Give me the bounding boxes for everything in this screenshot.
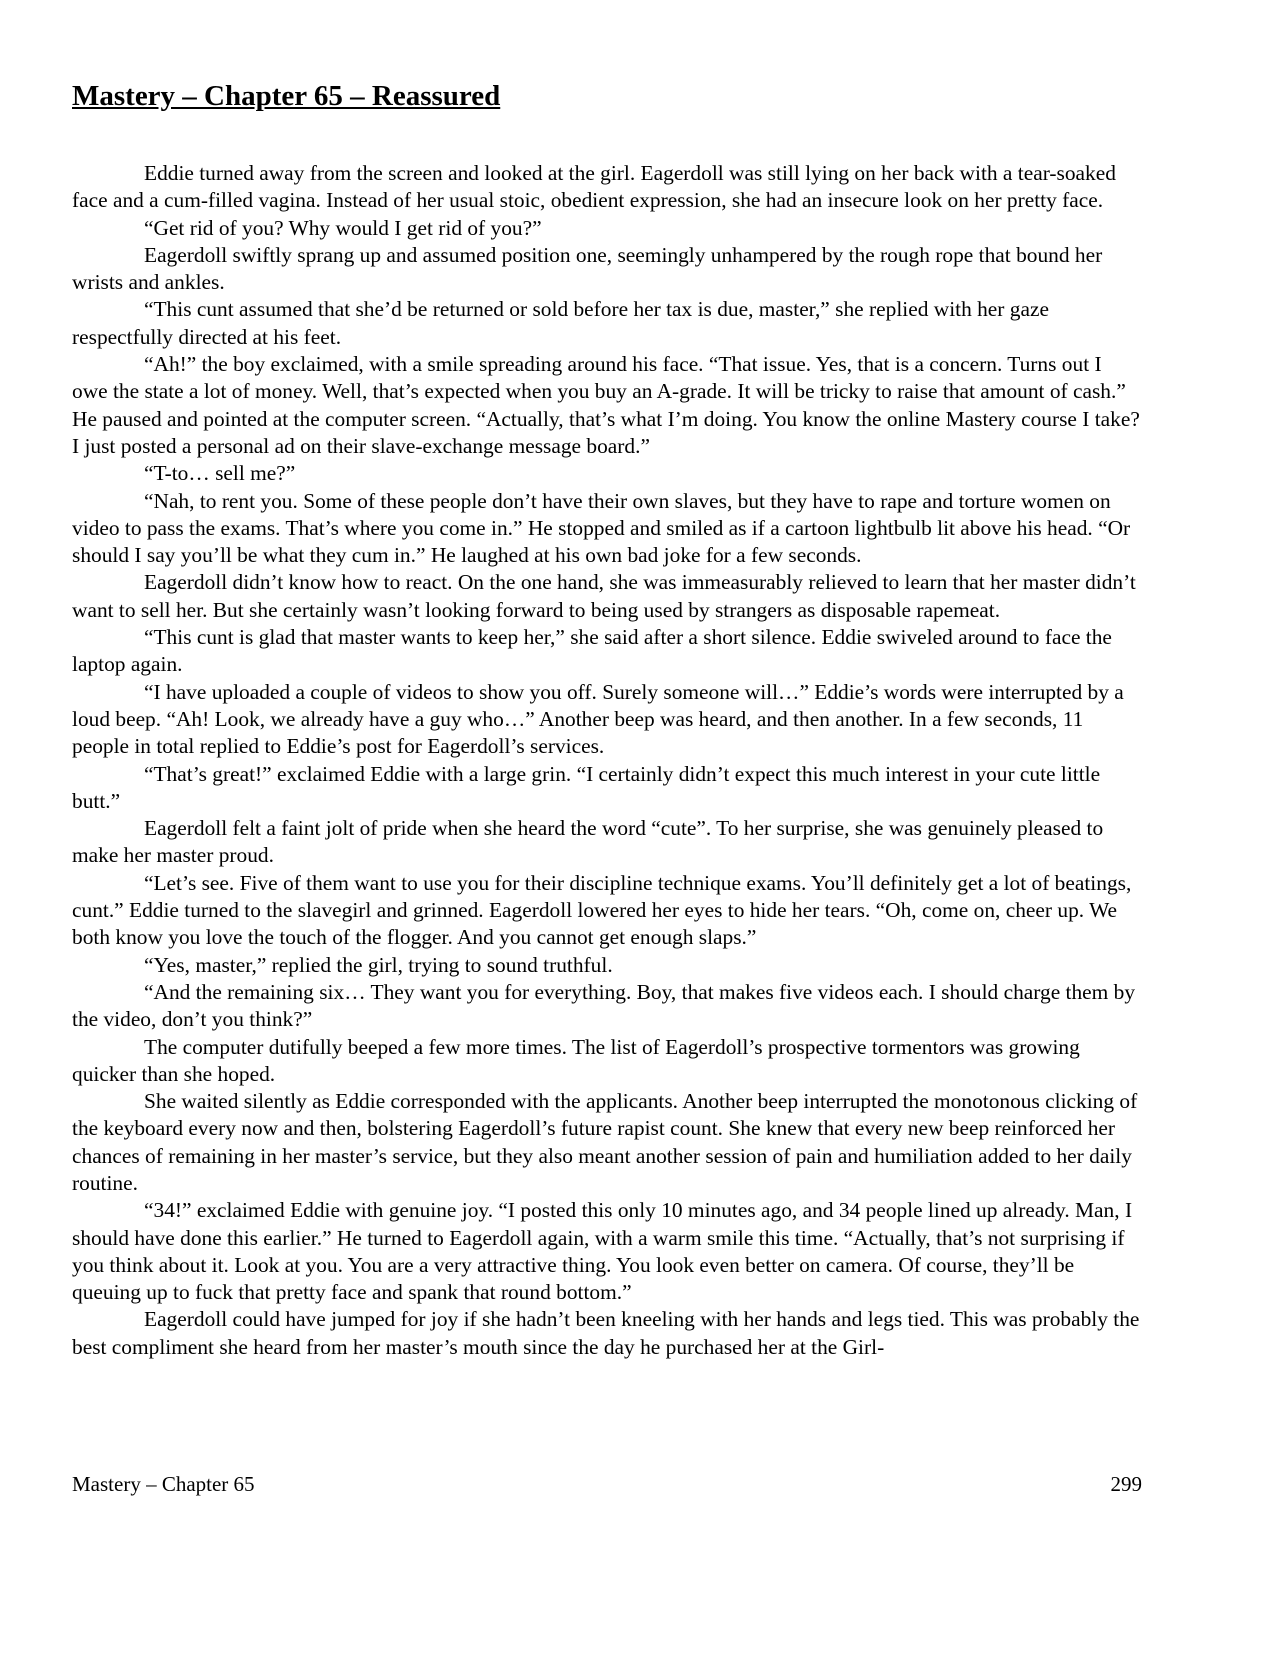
paragraph: “And the remaining six… They want you for everything. Boy, that makes five videos each. I should charge them by the video, don’t you think?” bbox=[72, 979, 1136, 1032]
paragraph: “This cunt assumed that she’d be returned or sold before her tax is due, master,” she replied with her gaze respectfully directed at his feet. bbox=[72, 297, 1049, 349]
page-number: 299 bbox=[1110, 1472, 1142, 1496]
paragraph: “I have uploaded a couple of videos to show you off. Surely someone will…” Eddie’s words were interrupted by a loud beep. “Ah! Look, we already have a guy who…” Another beep was heard, and then another. In a few seconds, 11 people in total replied to Eddie’s post for Eagerdoll’s services. bbox=[72, 679, 1124, 759]
paragraph: The computer dutifully beeped a few more times. The list of Eagerdoll’s prospective tormentors was growing quicker than she hoped. bbox=[72, 1034, 1080, 1086]
paragraph: “Yes, master,” replied the girl, trying to sound truthful. bbox=[144, 952, 613, 977]
paragraph: Eagerdoll didn’t know how to react. On the one hand, she was immeasurably relieved to learn that her master didn’t want to sell her. But she certainly wasn’t looking forward to being used by strangers as disposable rapemeat. bbox=[72, 570, 1136, 622]
page-content bbox=[72, 78, 1142, 1361]
chapter-body bbox=[72, 160, 1142, 1361]
paragraph: “Nah, to rent you. Some of these people don’t have their own slaves, but they have to rape and torture women on video to pass the exams. That’s where you come in.” He stopped and smiled as if a cartoon lightbulb lit above his head. “Or should I say you’ll be what they cum in.” He laughed at his own bad joke for a few seconds. bbox=[72, 488, 1131, 568]
paragraph: Eagerdoll could have jumped for joy if she hadn’t been kneeling with her hands and legs tied. This was probably the best compliment she heard from her master’s mouth since the day he purchased her at the Girl- bbox=[72, 1307, 1140, 1359]
paragraph: Eddie turned away from the screen and looked at the girl. Eagerdoll was still lying on her back with a tear-soaked face and a cum-filled vagina. Instead of her usual stoic, obedient expression, she had an insecure look on her pretty face. bbox=[72, 161, 1116, 213]
paragraph: “34!” exclaimed Eddie with genuine joy. “I posted this only 10 minutes ago, and 34 people lined up already. Man, I should have done this earlier.” He turned to Eagerdoll again, with a warm smile this time. “Actually, that’s not surprising if you think about it. Look at you. You are a very attractive thing. You look even better on camera. Of course, they’ll be queuing up to fuck that pretty face and spank that round bottom.” bbox=[72, 1198, 1133, 1305]
chapter-title: Mastery – Chapter 65 – Reassured bbox=[72, 80, 501, 112]
paragraph: “T-to… sell me?” bbox=[144, 461, 296, 486]
paragraph: “That’s great!” exclaimed Eddie with a large grin. “I certainly didn’t expect this much interest in your cute little butt.” bbox=[72, 761, 1101, 813]
paragraph: “Get rid of you? Why would I get rid of you?” bbox=[144, 215, 542, 240]
page-footer bbox=[72, 1472, 1142, 1497]
paragraph: “This cunt is glad that master wants to keep her,” she said after a short silence. Eddie swiveled around to face the laptop again. bbox=[72, 625, 1112, 677]
footer-chapter-label: Mastery – Chapter 65 bbox=[72, 1472, 255, 1496]
paragraph: “Let’s see. Five of them want to use you for their discipline technique exams. You’ll definitely get a lot of beatings, cunt.” Eddie turned to the slavegirl and grinned. Eagerdoll lowered her eyes to hide her tears. “Oh, come on, cheer up. We both know you love the touch of the flogger. And you cannot get enough slaps.” bbox=[72, 870, 1132, 950]
paragraph: “Ah!” the boy exclaimed, with a smile spreading around his face. “That issue. Yes, that is a concern. Turns out I owe the state a lot of money. Well, that’s expected when you buy an A-grade. It will be tricky to raise that amount of cash.” He paused and pointed at the computer screen. “Actually, that’s what I’m doing. You know the online Mastery course I take? I just posted a personal ad on their slave-exchange message board.” bbox=[72, 352, 1140, 458]
paragraph: She waited silently as Eddie corresponded with the applicants. Another beep interrupted the monotonous clicking of the keyboard every now and then, bolstering Eagerdoll’s future rapist count. She knew that every new beep reinforced her chances of remaining in her master’s service, but they also meant another session of pain and humiliation added to her daily routine. bbox=[72, 1089, 1138, 1195]
paragraph: Eagerdoll felt a faint jolt of pride when she heard the word “cute”. To her surprise, she was genuinely pleased to make her master proud. bbox=[72, 816, 1104, 868]
paragraph: Eagerdoll swiftly sprang up and assumed position one, seemingly unhampered by the rough rope that bound her wrists and ankles. bbox=[72, 242, 1103, 295]
